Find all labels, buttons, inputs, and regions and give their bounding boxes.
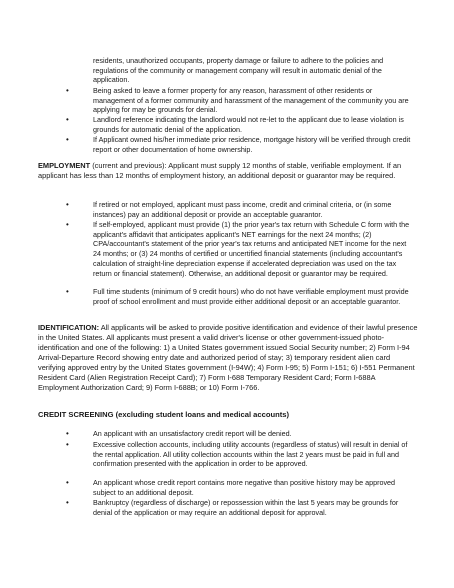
employment-heading: EMPLOYMENT: [38, 161, 91, 170]
bullet-icon: •: [66, 429, 69, 438]
bullet-icon: •: [66, 135, 69, 144]
bullet-icon: •: [66, 478, 69, 487]
credit-heading: CREDIT SCREENING (excluding student loans and medical accounts): [38, 410, 290, 419]
bullet-icon: •: [66, 498, 69, 507]
credit-item: An applicant with an unsatisfactory credit report will be denied.: [93, 429, 292, 438]
bullet-icon: •: [66, 220, 69, 229]
identification-heading: IDENTIFICATION:: [38, 323, 100, 332]
employment-item: If self-employed, applicant must provide (1) the prior year's tax return with Schedule C form with the applicant's affidavit that anticipates applicant's NET earnings for the next 24 months; (2) CPA/accountant's statement of the prior year's tax returns and anticipated NET income for the next 24 months; or (3) 24 months of certified or uncertified financial statements (including accountant's calculation of straight-line depreciation expense if accelerated depreciation was used on the tax return or financial statement). Otherwise, an additional deposit or guarantor may be required.: [93, 220, 410, 278]
residency-continuation: residents, unauthorized occupants, property damage or failure to adhere to the policies and regulations of the community or management company will result in automatic denial of the application.: [93, 56, 384, 85]
bullet-icon: •: [66, 115, 69, 124]
credit-item: An applicant whose credit report contains more negative than positive history may be approved subject to an additional deposit.: [93, 478, 396, 497]
identification-text: All applicants will be asked to provide positive identification and evidence of their lawful presence in the United States. All applicants must present a valid driver's license or other government-issued photo-identification and one of the following: 1) a United States government issued Social Security number; 2) Form I-94 Arrival-Departure Record showing entry date and authorized period of stay; 3) temporary resident alien card verifying approved entry by the United States government (I-94W); 4) Form I-95; 5) Form I-151; 6) I-551 Permanent Resident Card (Alien Registration Receipt Card); 7) Form I-688 Temporary Resident Card; Form I-688A Employment Authorization Card; 9) Form I-688B; or 10) Form I-766.: [38, 323, 418, 392]
credit-item: Bankruptcy (regardless of discharge) or repossession within the last 5 years may be grounds for denial of the application or may require an additional deposit for approval.: [93, 498, 399, 517]
employment-item: Full time students (minimum of 9 credit hours) who do not have verifiable employment must provide proof of school enrollment and must provide either additional deposit or an acceptable guarantor.: [93, 287, 409, 306]
employment-item: If retired or not employed, applicant must pass income, credit and criminal criteria, or (in some instances) pay an additional deposit or provide an acceptable guarantor.: [93, 200, 392, 219]
bullet-icon: •: [66, 200, 69, 209]
bullet-icon: •: [66, 86, 69, 95]
identification-paragraph: [38, 323, 418, 393]
bullet-icon: •: [66, 440, 69, 449]
employment-text: (current and previous): Applicant must supply 12 months of stable, verifiable employment. If an applicant has less than 12 months of employment history, an additional deposit or guarantor may be required.: [38, 161, 402, 180]
residency-item: If Applicant owned his/her immediate prior residence, mortgage history will be verified through credit report or other documentation of home ownership.: [93, 135, 411, 154]
bullet-icon: •: [66, 287, 69, 296]
credit-item: Excessive collection accounts, including utility accounts (regardless of status) will result in denial of the rental application. All utility collection accounts within the last 2 years must be paid in full and confirmation presented with the application in order to be approved.: [93, 440, 408, 469]
residency-item: Being asked to leave a former property for any reason, harassment of other residents or management of a former community and harassment of the management of the community you are applying for may be grounds for denial.: [93, 86, 409, 115]
residency-item: Landlord reference indicating the landlord would not re-let to the applicant due to lease violation is grounds for automatic denial of the application.: [93, 115, 404, 134]
employment-paragraph: [38, 161, 418, 181]
